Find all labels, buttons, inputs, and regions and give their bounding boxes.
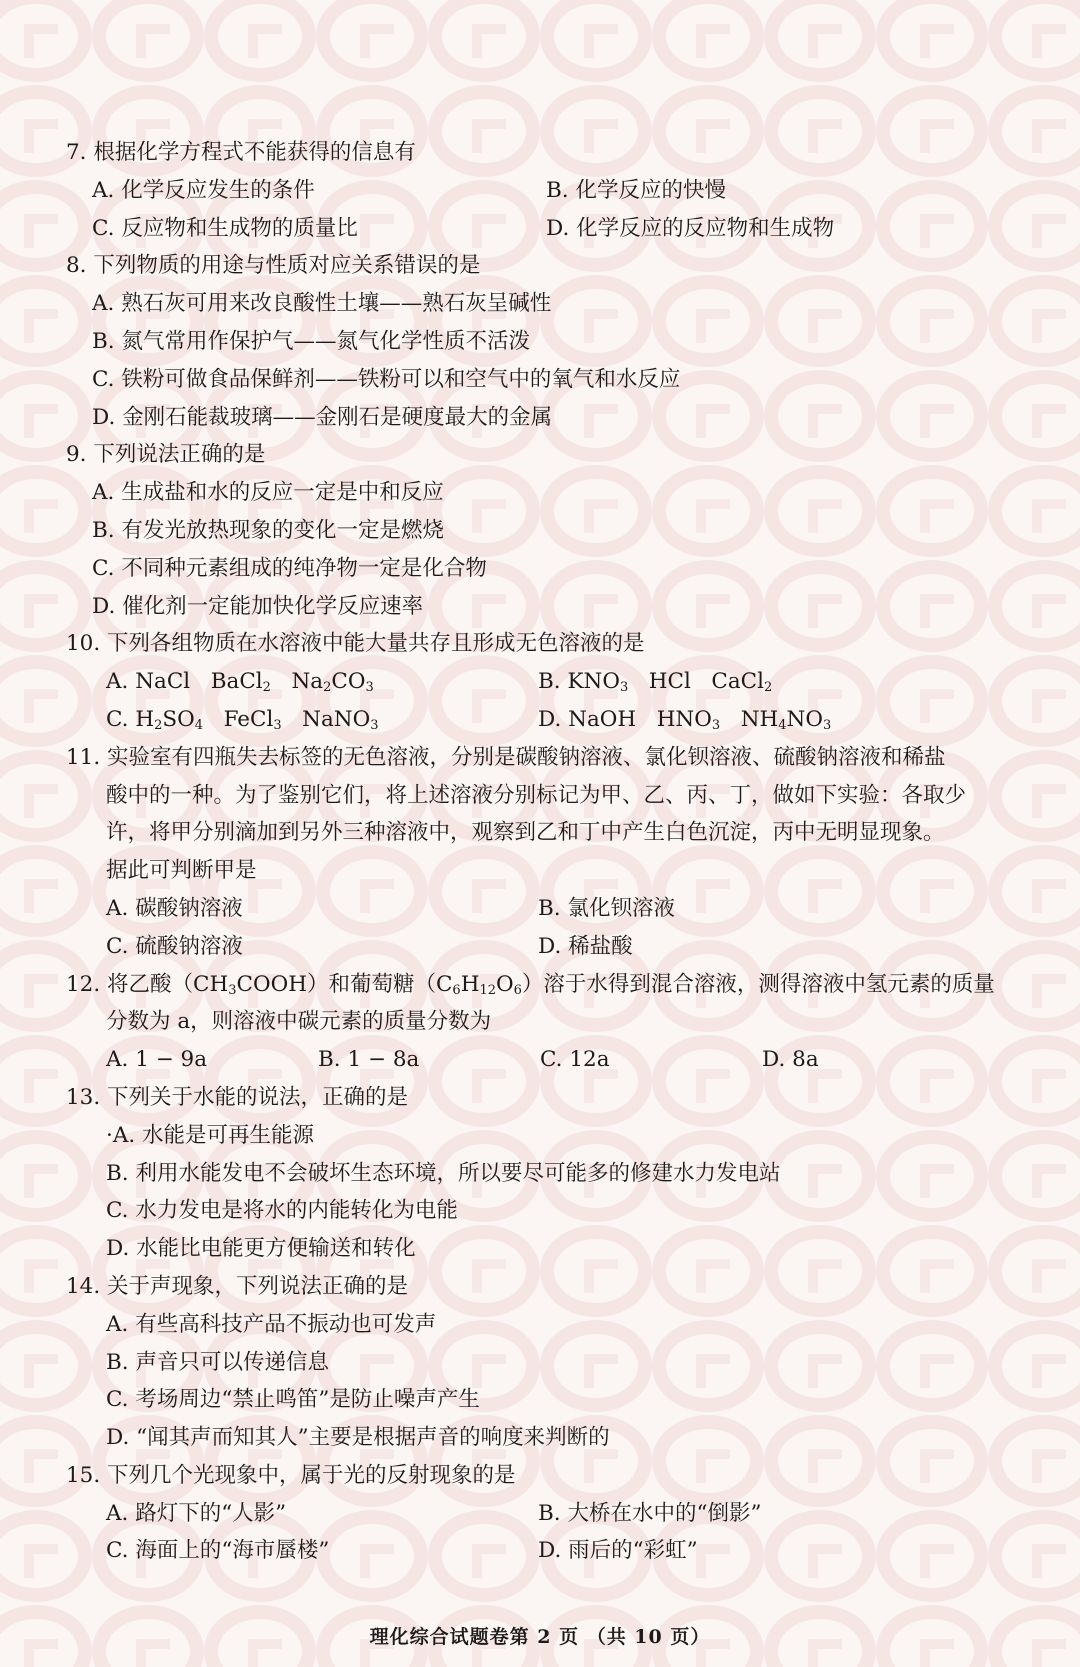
formula-part: H [135, 706, 155, 732]
question-7-option-b: B. 化学反应的快慢 [546, 177, 726, 203]
question-13 [66, 1079, 1056, 1268]
watermark-tile [652, 0, 764, 82]
exam-page-content [66, 134, 1056, 1570]
formula [567, 669, 628, 694]
question-9 [66, 436, 1056, 625]
subscript: 4 [778, 717, 787, 733]
question-11-stem-line-4: 据此可判断甲是 [106, 858, 257, 884]
question-13-option-a: ·A. 水能是可再生能源 [106, 1122, 315, 1148]
question-15-option-c: C. 海面上的“海市蜃楼” [106, 1538, 330, 1564]
question-14-option-d: D. “闻其声而知其人”主要是根据声音的响度来判断的 [106, 1425, 610, 1451]
question-12-option-c: C. 12a [540, 1047, 610, 1073]
subscript: 2 [154, 717, 163, 733]
subscript: 6 [513, 982, 522, 998]
formula-part: CO [331, 669, 366, 695]
question-7-options [66, 172, 1056, 248]
question-14-option-c: C. 考场周边“禁止鸣笛”是防止噪声产生 [106, 1387, 480, 1413]
text-run: 12. 将乙酸（CH [66, 971, 229, 997]
subscript: 3 [365, 680, 374, 696]
option-label: B. [538, 669, 561, 695]
formula [291, 669, 373, 694]
formula-part: Na [291, 669, 324, 695]
option-label: C. [106, 706, 129, 732]
text-run: H [460, 971, 480, 997]
subscript: 3 [620, 680, 629, 696]
formula: NaOH [568, 706, 637, 732]
formula-part: KNO [567, 669, 620, 695]
question-12-option-d: D. 8a [762, 1047, 819, 1073]
question-12-option-a: A. 1 − 9a [106, 1047, 208, 1073]
question-12-stem-line-1 [66, 966, 1056, 1004]
question-12 [66, 966, 1056, 1079]
formula [302, 707, 378, 732]
subscript: 2 [262, 680, 271, 696]
option-label: A. [106, 669, 129, 695]
question-11-stem-line-3: 许，将甲分别滴加到另外三种溶液中，观察到乙和丁中产生白色沉淀，丙中无明显现象。 [106, 820, 945, 846]
question-10-stem: 10. 下列各组物质在水溶液中能大量共存且形成无色溶液的是 [66, 631, 645, 657]
subscript: 3 [228, 982, 237, 998]
subscript: 12 [479, 982, 496, 998]
question-7-option-c: C. 反应物和生成物的质量比 [92, 215, 358, 241]
question-15-options [66, 1495, 1056, 1571]
question-8-stem: 8. 下列物质的用途与性质对应关系错误的是 [66, 253, 481, 279]
subscript: 3 [711, 717, 721, 733]
formula-part: NaNO [302, 706, 371, 732]
question-14-option-a: A. 有些高科技产品不振动也可发声 [106, 1311, 437, 1337]
question-15-option-b: B. 大桥在水中的“倒影” [538, 1500, 762, 1526]
question-8-option-d: D. 金刚石能裁玻璃——金刚石是硬度最大的金属 [92, 404, 553, 430]
formula [224, 707, 282, 732]
text-run: COOH）和葡萄糖（C [236, 971, 453, 997]
question-8-option-c: C. 铁粉可做食品保鲜剂——铁粉可以和空气中的氧气和水反应 [92, 366, 681, 392]
question-11-option-b: B. 氯化钡溶液 [538, 895, 675, 921]
subscript: 3 [822, 717, 832, 733]
question-11 [66, 739, 1056, 966]
question-8-option-b: B. 氮气常用作保护气——氮气化学性质不活泼 [92, 328, 530, 354]
question-14-option-b: B. 声音只可以传递信息 [106, 1349, 329, 1375]
question-11-stem-line-1: 11. 实验室有四瓶失去标签的无色溶液，分别是碳酸钠溶液、氯化钡溶液、硫酸钠溶液和稀盐 [66, 744, 946, 770]
question-11-options [66, 890, 1056, 966]
formula [741, 707, 832, 732]
watermark-tile [204, 0, 316, 82]
question-11-stem-line-2: 酸中的一种。为了鉴别它们，将上述溶液分别标记为甲、乙、丙、丁，做如下实验：各取少 [106, 782, 967, 808]
watermark-tile [876, 0, 988, 82]
formula [135, 707, 203, 732]
question-10-option-d [538, 701, 978, 739]
question-7-option-a: A. 化学反应发生的条件 [92, 177, 315, 203]
formula-part: HNO [656, 706, 712, 732]
question-7-stem: 7. 根据化学方程式不能获得的信息有 [66, 140, 416, 165]
formula-part: FeCl [223, 706, 274, 732]
question-15 [66, 1457, 1056, 1570]
watermark-tile [988, 0, 1080, 82]
formula: NaCl [135, 669, 191, 695]
watermark-tile [92, 0, 204, 82]
formula [211, 669, 271, 694]
watermark-tile [764, 0, 876, 82]
text-run: ）溶于水得到混合溶液，测得溶液中氢元素的质量 [521, 971, 995, 997]
subscript: 6 [452, 982, 461, 998]
subscript: 2 [764, 680, 773, 696]
formula-part: CaCl [711, 669, 764, 695]
formula-part: NH [740, 706, 779, 732]
question-13-option-b: B. 利用水能发电不会破坏生态环境，所以要尽可能多的修建水力发电站 [106, 1160, 781, 1186]
question-11-option-a: A. 碳酸钠溶液 [106, 895, 243, 921]
formula-part: SO [162, 706, 195, 732]
watermark-tile [0, 0, 92, 82]
subscript: 2 [323, 680, 332, 696]
question-10-option-c [106, 701, 538, 739]
formula [657, 707, 720, 732]
question-11-option-c: C. 硫酸钠溶液 [106, 933, 243, 959]
question-9-option-b: B. 有发光放热现象的变化一定是燃烧 [92, 517, 444, 543]
question-10-options [66, 663, 1056, 739]
question-9-stem: 9. 下列说法正确的是 [66, 442, 266, 468]
question-13-stem: 13. 下列关于水能的说法，正确的是 [66, 1084, 409, 1110]
question-9-option-a: A. 生成盐和水的反应一定是中和反应 [92, 480, 444, 506]
page-footer: 理化综合试题卷第 2 页 （共 10 页） [369, 1626, 711, 1648]
question-10-option-b [538, 663, 978, 701]
question-14-stem: 14. 关于声现象，下列说法正确的是 [66, 1273, 409, 1299]
option-label: D. [538, 706, 562, 732]
question-12-stem-line-2: 分数为 a，则溶液中碳元素的质量分数为 [106, 1009, 492, 1035]
question-9-option-d: D. 催化剂一定能加快化学反应速率 [92, 593, 424, 619]
question-7 [66, 134, 1056, 247]
question-15-stem: 15. 下列几个光现象中，属于光的反射现象的是 [66, 1462, 516, 1488]
formula-part: BaCl [210, 669, 263, 695]
question-7-option-d: D. 化学反应的反应物和生成物 [546, 215, 835, 241]
question-13-option-d: D. 水能比电能更方便输送和转化 [106, 1236, 416, 1262]
question-15-option-a: A. 路灯下的“人影” [106, 1500, 287, 1526]
question-8-option-a: A. 熟石灰可用来改良酸性土壤——熟石灰呈碱性 [92, 291, 552, 317]
formula [711, 669, 772, 694]
question-11-option-d: D. 稀盐酸 [538, 933, 633, 959]
question-9-option-c: C. 不同种元素组成的纯净物一定是化合物 [92, 555, 487, 581]
subscript: 4 [194, 717, 204, 733]
text-run: O [496, 971, 514, 997]
subscript: 3 [273, 717, 282, 733]
subscript: 3 [370, 717, 379, 733]
watermark-tile [428, 0, 540, 82]
formula-part: NO [786, 706, 823, 732]
watermark-tile [316, 0, 428, 82]
question-13-option-c: C. 水力发电是将水的内能转化为电能 [106, 1198, 458, 1224]
question-14 [66, 1268, 1056, 1457]
question-10 [66, 625, 1056, 738]
question-10-option-a [106, 663, 538, 701]
question-12-options [66, 1041, 1056, 1079]
watermark-tile [540, 0, 652, 82]
question-15-option-d: D. 雨后的“彩虹” [538, 1538, 698, 1564]
question-12-option-b: B. 1 − 8a [318, 1047, 420, 1073]
formula: HCl [648, 669, 691, 695]
question-8 [66, 247, 1056, 436]
